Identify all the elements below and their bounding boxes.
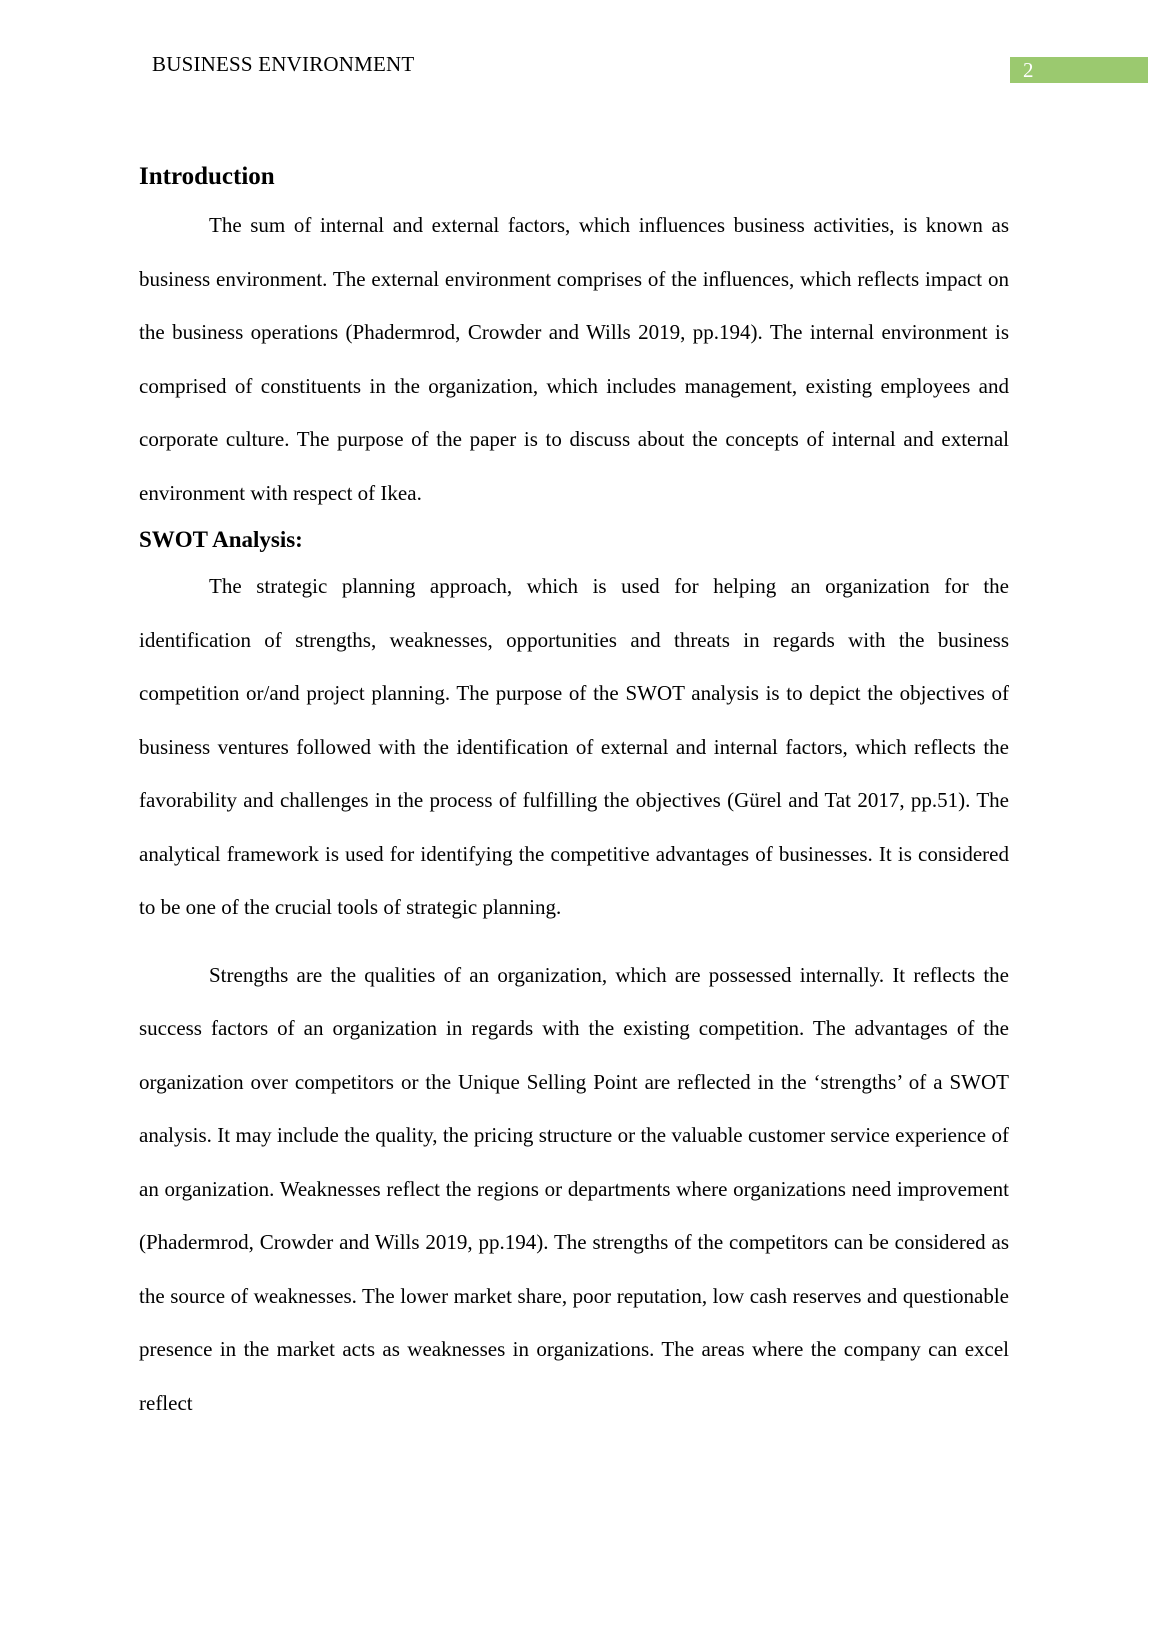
document-body	[139, 155, 1009, 1430]
page-number: 2	[1023, 58, 1034, 82]
introduction-paragraph: The sum of internal and external factors, which influences business activities, is known as business environment. The external environment comprises of the influences, which reflects impact on the business operations (Phadermrod, Crowder and Wills 2019, pp.194). The internal environment is comprised of constituents in the organization, which includes management, existing employees and corporate culture. The purpose of the paper is to discuss about the concepts of internal and external environment with respect of Ikea.	[139, 213, 1009, 505]
swot-analysis-heading: SWOT Analysis:	[139, 527, 303, 552]
page-number-badge	[1010, 57, 1148, 83]
swot-paragraph-strengths: Strengths are the qualities of an organization, which are possessed internally. It reflects the success factors of an organization in regards with the existing competition. The advantages of the organization over competitors or the Unique Selling Point are reflected in the ‘strengths’ of a SWOT analysis. It may include the quality, the pricing structure or the valuable customer service experience of an organization. Weaknesses reflect the regions or departments where organizations need improvement (Phadermrod, Crowder and Wills 2019, pp.194). The strengths of the competitors can be considered as the source of weaknesses. The lower market share, poor reputation, low cash reserves and questionable presence in the market acts as weaknesses in organizations. The areas where the company can excel reflect	[139, 962, 1009, 1415]
running-header-title: BUSINESS ENVIRONMENT	[152, 52, 415, 76]
introduction-heading: Introduction	[139, 163, 275, 190]
swot-paragraph-definition: The strategic planning approach, which is used for helping an organization for the identification of strengths, weaknesses, opportunities and threats in regards with the business competition or/and project planning. The purpose of the SWOT analysis is to depict the objectives of business ventures followed with the identification of external and internal factors, which reflects the favorability and challenges in the process of fulfilling the objectives (Gürel and Tat 2017, pp.51). The analytical framework is used for identifying the competitive advantages of businesses. It is considered to be one of the crucial tools of strategic planning.	[139, 574, 1009, 919]
